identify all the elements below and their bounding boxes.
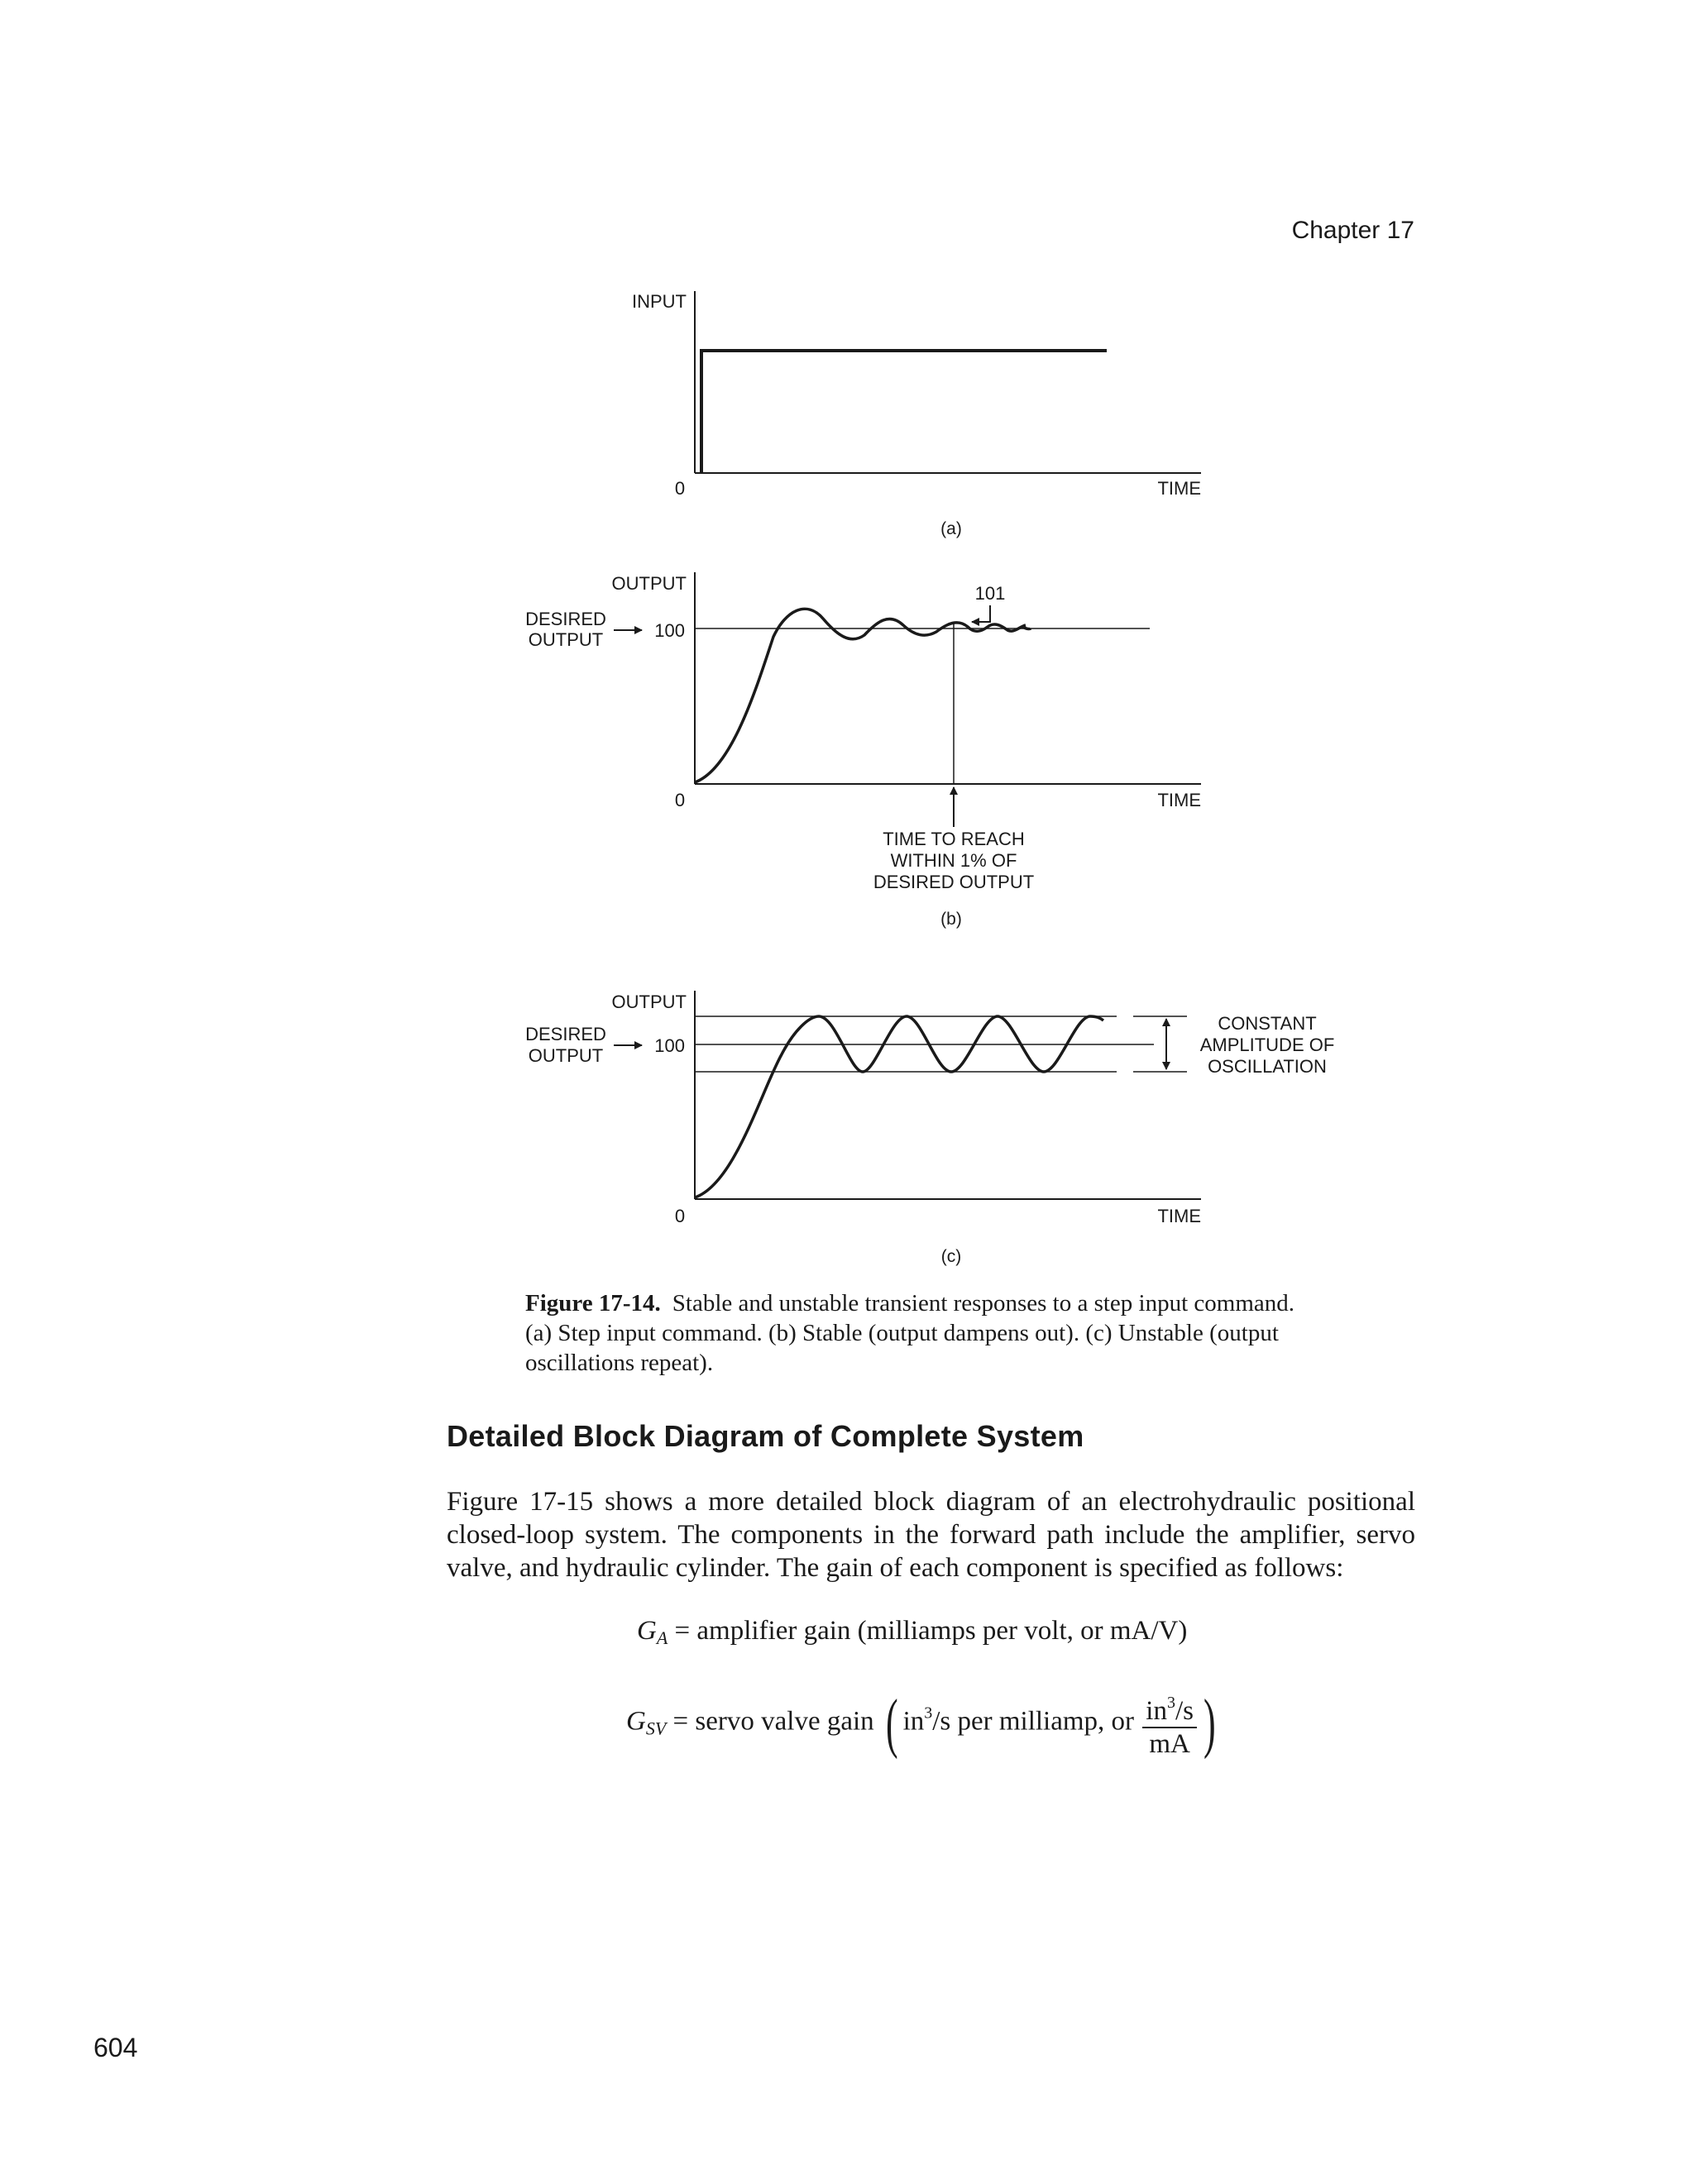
- panel-b-desired-value: 100: [654, 620, 685, 641]
- eq-amp-rhs: = amplifier gain (milliamps per volt, or mA/V): [674, 1616, 1188, 1646]
- panel-a-x-label: TIME: [1157, 478, 1201, 499]
- equation-servo-valve-gain: [626, 1687, 1221, 1761]
- panel-a-caption-letter: (a): [940, 519, 962, 538]
- panel-b-settling-label-2: WITHIN 1% OF: [890, 850, 1017, 871]
- panel-a-step-curve: [701, 351, 1107, 473]
- panel-c-amp-label-3: OSCILLATION: [1208, 1056, 1327, 1077]
- panel-b-peak-leader: [972, 605, 990, 622]
- panel-c-desired-label-1: DESIRED: [525, 1024, 606, 1044]
- eq-servo-fraction: [1142, 1687, 1197, 1760]
- eq-amp-symbol: G: [637, 1616, 657, 1646]
- eq-servo-paren-a: in: [902, 1706, 925, 1737]
- panel-b-desired-label-2: OUTPUT: [528, 629, 604, 650]
- equation-amplifier-gain: [637, 1616, 1187, 1649]
- eq-servo-close-paren: ): [1203, 1687, 1216, 1760]
- eq-servo-frac-den: mA: [1149, 1729, 1190, 1759]
- panel-b-caption-letter: (b): [940, 910, 962, 929]
- panel-b-stable-response: [525, 572, 1201, 929]
- eq-servo-open-paren: (: [885, 1687, 898, 1760]
- panel-a-y-label: INPUT: [632, 291, 687, 312]
- figure-caption-text: Stable and unstable transient responses to a step input command. (a) Step input command. (b) Stable (output dampens out). (c) Unstable (output oscillations repeat).: [525, 1290, 1295, 1376]
- eq-servo-frac-num-sup: 3: [1166, 1694, 1175, 1712]
- panel-b-settling-label-1: TIME TO REACH: [883, 829, 1025, 849]
- page-number: 604: [93, 2033, 138, 2062]
- eq-servo-subscript: SV: [645, 1718, 667, 1739]
- panel-b-settling-label-3: DESIRED OUTPUT: [873, 872, 1035, 892]
- eq-amp-subscript: A: [656, 1627, 668, 1648]
- panel-a-step-input: [632, 291, 1201, 538]
- chapter-header: Chapter 17: [1291, 217, 1414, 244]
- panel-c-desired-label-2: OUTPUT: [528, 1045, 604, 1066]
- panel-b-desired-label-1: DESIRED: [525, 609, 606, 629]
- panel-c-x-label: TIME: [1157, 1206, 1201, 1226]
- section-heading: Detailed Block Diagram of Complete System: [447, 1419, 1084, 1453]
- panel-c-origin-label: 0: [674, 1206, 686, 1226]
- panel-c-unstable-response: [525, 991, 1334, 1266]
- eq-servo-paren-b: /s per milliamp, or: [932, 1706, 1135, 1737]
- panel-a-origin-label: 0: [674, 478, 686, 499]
- eq-servo-frac-num-a: in: [1146, 1696, 1167, 1726]
- panel-b-response-curve: [695, 609, 1031, 782]
- eq-servo-frac-num-b: /s: [1175, 1696, 1194, 1726]
- panel-b-x-label: TIME: [1157, 790, 1201, 810]
- panel-c-amp-label-2: AMPLITUDE OF: [1199, 1035, 1335, 1055]
- eq-servo-paren-sup: 3: [924, 1704, 933, 1723]
- panel-c-caption-letter: (c): [940, 1247, 962, 1266]
- eq-servo-frac-num: [1142, 1687, 1197, 1728]
- body-paragraph: Figure 17-15 shows a more detailed block diagram of an electrohydraulic positional closed-loop system. The components in the forward path include the amplifier, servo valve, and hydraulic cylinder. The gain of each component is specified as follows:: [447, 1487, 1415, 1583]
- panel-c-desired-value: 100: [654, 1035, 685, 1056]
- panel-c-y-label: OUTPUT: [611, 992, 687, 1012]
- figure-caption-label: Figure 17-14.: [525, 1290, 661, 1317]
- figure-caption: [525, 1288, 1294, 1378]
- panel-b-origin-label: 0: [674, 790, 686, 810]
- eq-servo-symbol: G: [626, 1706, 646, 1737]
- panel-b-peak-label: 101: [974, 583, 1006, 604]
- panel-c-response-curve: [695, 1016, 1103, 1197]
- panel-c-amp-label-1: CONSTANT: [1218, 1013, 1317, 1034]
- panel-b-y-label: OUTPUT: [611, 573, 687, 594]
- eq-servo-rhs-prefix: = servo valve gain: [672, 1706, 874, 1737]
